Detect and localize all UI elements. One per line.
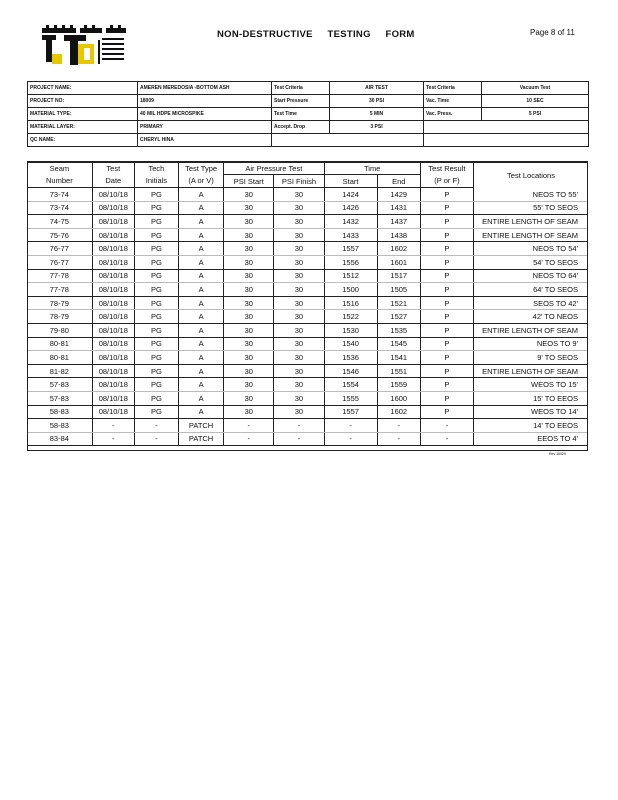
- cell-type: A: [179, 378, 224, 392]
- cell-tech: PG: [134, 201, 178, 215]
- locations-header: Test Locations: [474, 163, 588, 188]
- cell-psi-start: 30: [224, 269, 274, 283]
- cell-tech: PG: [134, 242, 178, 256]
- cell-seam: 57-83: [27, 378, 92, 392]
- cell-date: 08/10/18: [92, 310, 134, 324]
- result-header-2: (P or F): [420, 175, 473, 188]
- cell-seam: 76-77: [27, 255, 92, 269]
- blank-cell: [272, 134, 424, 147]
- psi-finish-header: PSI Finish: [274, 175, 324, 188]
- table-row: [27, 419, 588, 433]
- tech-header-1: Tech: [134, 163, 178, 175]
- cell-date: 08/10/18: [92, 391, 134, 405]
- table-row: [27, 337, 588, 351]
- start-pressure-label: Start Pressure: [272, 95, 330, 108]
- cell-end: 1505: [377, 283, 420, 297]
- cell-location: 14' TO EEOS: [474, 419, 588, 433]
- cell-date: 08/10/18: [92, 323, 134, 337]
- cell-tech: PG: [134, 323, 178, 337]
- cell-result: P: [420, 323, 473, 337]
- cell-seam: 83-84: [27, 432, 92, 446]
- cell-end: 1551: [377, 364, 420, 378]
- cell-location: NEOS TO 55': [474, 188, 588, 202]
- cell-psi-finish: 30: [274, 405, 324, 419]
- cell-seam: 77-78: [27, 269, 92, 283]
- cell-seam: 58-83: [27, 405, 92, 419]
- cell-seam: 76-77: [27, 242, 92, 256]
- cell-psi-start: 30: [224, 405, 274, 419]
- test-time-value: 5 MIN: [330, 108, 424, 121]
- cell-result: P: [420, 283, 473, 297]
- company-logo: [40, 24, 130, 68]
- cell-end: 1545: [377, 337, 420, 351]
- cell-end: 1602: [377, 242, 420, 256]
- date-header-1: Test: [92, 163, 134, 175]
- cell-end: 1535: [377, 323, 420, 337]
- cell-start: 1516: [324, 296, 377, 310]
- cell-start: 1433: [324, 228, 377, 242]
- cell-result: P: [420, 242, 473, 256]
- cell-date: 08/10/18: [92, 378, 134, 392]
- cell-tech: PG: [134, 405, 178, 419]
- vac-time-label: Vac. Time: [424, 95, 482, 108]
- cell-psi-finish: 30: [274, 201, 324, 215]
- cell-psi-start: 30: [224, 188, 274, 202]
- cell-start: 1530: [324, 323, 377, 337]
- cell-psi-finish: 30: [274, 283, 324, 297]
- material-type-label: MATERIAL TYPE:: [28, 108, 138, 121]
- accept-drop-value: 3 PSI: [330, 121, 424, 134]
- table-row: [27, 364, 588, 378]
- cell-date: 08/10/18: [92, 337, 134, 351]
- cell-date: 08/10/18: [92, 351, 134, 365]
- cell-result: P: [420, 351, 473, 365]
- cell-seam: 77-78: [27, 283, 92, 297]
- table-row: [27, 391, 588, 405]
- cell-start: -: [324, 419, 377, 433]
- cell-seam: 79-80: [27, 323, 92, 337]
- cell-location: ENTIRE LENGTH OF SEAM: [474, 215, 588, 229]
- cell-end: 1517: [377, 269, 420, 283]
- cell-psi-start: 30: [224, 310, 274, 324]
- qc-name-value: CHERYL HINA: [138, 134, 272, 147]
- cell-type: A: [179, 269, 224, 283]
- qc-name-label: QC NAME:: [28, 134, 138, 147]
- cell-psi-start: 30: [224, 255, 274, 269]
- test-criteria2-label: Test Criteria: [424, 82, 482, 95]
- cell-psi-start: -: [224, 419, 274, 433]
- cell-psi-start: 30: [224, 201, 274, 215]
- cell-result: P: [420, 201, 473, 215]
- cell-end: 1521: [377, 296, 420, 310]
- cell-location: NEOS TO 54': [474, 242, 588, 256]
- cell-psi-start: -: [224, 432, 274, 446]
- result-header-1: Test Result: [420, 163, 473, 175]
- cell-end: -: [377, 419, 420, 433]
- cell-seam: 78-79: [27, 296, 92, 310]
- vac-time-value: 10 SEC: [482, 95, 589, 108]
- cell-end: 1602: [377, 405, 420, 419]
- cell-start: 1556: [324, 255, 377, 269]
- cell-type: A: [179, 296, 224, 310]
- cell-end: 1600: [377, 391, 420, 405]
- cell-psi-finish: 30: [274, 215, 324, 229]
- cell-psi-finish: 30: [274, 337, 324, 351]
- cell-result: P: [420, 215, 473, 229]
- table-row: [27, 405, 588, 419]
- material-layer-label: MATERIAL LAYER:: [28, 121, 138, 134]
- cell-location: SEOS TO 42': [474, 296, 588, 310]
- cell-date: 08/10/18: [92, 255, 134, 269]
- tech-header-2: Initials: [134, 175, 178, 188]
- cell-date: 08/10/18: [92, 269, 134, 283]
- cell-result: P: [420, 378, 473, 392]
- cell-psi-finish: 30: [274, 391, 324, 405]
- cell-end: -: [377, 432, 420, 446]
- cell-type: A: [179, 337, 224, 351]
- cell-type: PATCH: [179, 419, 224, 433]
- air-pressure-group-header: Air Pressure Test: [224, 163, 324, 175]
- project-name-value: AMEREN MEREDOSIA -BOTTOM ASH: [138, 82, 272, 95]
- cell-start: 1536: [324, 351, 377, 365]
- cell-type: A: [179, 188, 224, 202]
- cell-psi-start: 30: [224, 351, 274, 365]
- cell-result: -: [420, 432, 473, 446]
- cell-start: 1500: [324, 283, 377, 297]
- cell-date: 08/10/18: [92, 242, 134, 256]
- seam-header-2: Number: [27, 175, 92, 188]
- cell-psi-finish: 30: [274, 310, 324, 324]
- psi-start-header: PSI Start: [224, 175, 274, 188]
- cell-result: P: [420, 269, 473, 283]
- cell-type: PATCH: [179, 432, 224, 446]
- table-row: [27, 432, 588, 446]
- cell-psi-finish: 30: [274, 296, 324, 310]
- cell-result: -: [420, 419, 473, 433]
- cell-date: -: [92, 432, 134, 446]
- cell-start: 1426: [324, 201, 377, 215]
- cell-end: 1431: [377, 201, 420, 215]
- cell-psi-finish: 30: [274, 323, 324, 337]
- start-header: Start: [324, 175, 377, 188]
- cell-location: 42' TO NEOS: [474, 310, 588, 324]
- blank-cell: [424, 134, 589, 147]
- blank-cell: [424, 121, 589, 134]
- cell-end: 1438: [377, 228, 420, 242]
- vac-press-value: 5 PSI: [482, 108, 589, 121]
- cell-location: 64' TO SEOS: [474, 283, 588, 297]
- cell-tech: PG: [134, 215, 178, 229]
- material-layer-value: PRIMARY: [138, 121, 272, 134]
- cell-psi-start: 30: [224, 215, 274, 229]
- cell-end: 1437: [377, 215, 420, 229]
- cell-date: -: [92, 419, 134, 433]
- cell-end: 1541: [377, 351, 420, 365]
- cell-type: A: [179, 323, 224, 337]
- cell-date: 08/10/18: [92, 215, 134, 229]
- vac-press-label: Vac. Press.: [424, 108, 482, 121]
- cell-location: ENTIRE LENGTH OF SEAM: [474, 364, 588, 378]
- cell-type: A: [179, 215, 224, 229]
- cell-psi-start: 30: [224, 228, 274, 242]
- cell-result: P: [420, 188, 473, 202]
- cell-location: EEOS TO 4': [474, 432, 588, 446]
- cell-date: 08/10/18: [92, 201, 134, 215]
- cell-date: 08/10/18: [92, 364, 134, 378]
- end-header: End: [377, 175, 420, 188]
- cell-type: A: [179, 405, 224, 419]
- cell-psi-start: 30: [224, 323, 274, 337]
- accept-drop-label: Accept. Drop: [272, 121, 330, 134]
- cell-end: 1559: [377, 378, 420, 392]
- cell-type: A: [179, 310, 224, 324]
- cell-tech: PG: [134, 188, 178, 202]
- cell-location: 55' TO SEOS: [474, 201, 588, 215]
- cell-type: A: [179, 391, 224, 405]
- cell-start: 1522: [324, 310, 377, 324]
- cell-seam: 80-81: [27, 337, 92, 351]
- cell-location: 9' TO SEOS: [474, 351, 588, 365]
- table-row: [27, 283, 588, 297]
- cell-start: 1546: [324, 364, 377, 378]
- cell-location: 54' TO SEOS: [474, 255, 588, 269]
- cell-date: 08/10/18: [92, 405, 134, 419]
- cell-location: WEOS TO 14': [474, 405, 588, 419]
- cell-seam: 80-81: [27, 351, 92, 365]
- cell-start: 1540: [324, 337, 377, 351]
- cell-seam: 57-83: [27, 391, 92, 405]
- cell-type: A: [179, 228, 224, 242]
- cell-seam: 81-82: [27, 364, 92, 378]
- cell-result: P: [420, 255, 473, 269]
- cell-type: A: [179, 364, 224, 378]
- cell-psi-finish: 30: [274, 228, 324, 242]
- cell-location: 15' TO EEOS: [474, 391, 588, 405]
- table-row: [27, 201, 588, 215]
- time-group-header: Time: [324, 163, 420, 175]
- cell-result: P: [420, 296, 473, 310]
- cell-end: 1601: [377, 255, 420, 269]
- cell-type: A: [179, 351, 224, 365]
- table-row: [27, 310, 588, 324]
- cell-result: P: [420, 391, 473, 405]
- cell-psi-finish: -: [274, 432, 324, 446]
- test-criteria-label: Test Criteria: [272, 82, 330, 95]
- cell-seam: 73-74: [27, 201, 92, 215]
- cell-location: WEOS TO 15': [474, 378, 588, 392]
- table-row: [27, 255, 588, 269]
- cell-tech: PG: [134, 228, 178, 242]
- cell-start: 1555: [324, 391, 377, 405]
- cell-tech: PG: [134, 283, 178, 297]
- cell-type: A: [179, 283, 224, 297]
- seam-test-table: [27, 163, 588, 446]
- cell-tech: -: [134, 419, 178, 433]
- cell-tech: PG: [134, 296, 178, 310]
- cell-psi-start: 30: [224, 337, 274, 351]
- cell-date: 08/10/18: [92, 228, 134, 242]
- date-header-2: Date: [92, 175, 134, 188]
- cell-date: 08/10/18: [92, 188, 134, 202]
- cell-psi-finish: 30: [274, 188, 324, 202]
- cell-start: 1557: [324, 242, 377, 256]
- table-row: [27, 296, 588, 310]
- cell-tech: PG: [134, 269, 178, 283]
- project-name-label: PROJECT NAME:: [28, 82, 138, 95]
- cell-psi-start: 30: [224, 242, 274, 256]
- page-number: Page 8 of 11: [530, 28, 575, 37]
- cell-start: 1432: [324, 215, 377, 229]
- revision-note: Rev 16020: [549, 452, 566, 456]
- start-pressure-value: 30 PSI: [330, 95, 424, 108]
- project-no-label: PROJECT NO:: [28, 95, 138, 108]
- form-title: NON-DESTRUCTIVE TESTING FORM: [217, 29, 415, 40]
- cell-location: ENTIRE LENGTH OF SEAM: [474, 228, 588, 242]
- type-header-2: (A or V): [179, 175, 224, 188]
- cell-start: -: [324, 432, 377, 446]
- cell-type: A: [179, 201, 224, 215]
- table-row: [27, 351, 588, 365]
- cell-start: 1554: [324, 378, 377, 392]
- cell-start: 1557: [324, 405, 377, 419]
- table-row: [27, 378, 588, 392]
- cell-psi-start: 30: [224, 283, 274, 297]
- table-row: [27, 215, 588, 229]
- table-row: [27, 269, 588, 283]
- cell-seam: 73-74: [27, 188, 92, 202]
- cell-psi-start: 30: [224, 378, 274, 392]
- project-info-table: [27, 81, 589, 147]
- test-criteria2-value: Vacuum Test: [482, 82, 589, 95]
- material-type-value: 40 MIL HDPE MICROSPIKE: [138, 108, 272, 121]
- cell-tech: PG: [134, 364, 178, 378]
- cell-result: P: [420, 228, 473, 242]
- cell-psi-finish: 30: [274, 255, 324, 269]
- cell-result: P: [420, 337, 473, 351]
- cell-seam: 78-79: [27, 310, 92, 324]
- cell-psi-finish: 30: [274, 242, 324, 256]
- cell-date: 08/10/18: [92, 296, 134, 310]
- table-row: [27, 242, 588, 256]
- cell-psi-finish: 30: [274, 364, 324, 378]
- cell-end: 1429: [377, 188, 420, 202]
- table-row: [27, 228, 588, 242]
- table-row: [27, 188, 588, 202]
- cell-location: ENTIRE LENGTH OF SEAM: [474, 323, 588, 337]
- cell-tech: PG: [134, 378, 178, 392]
- cell-psi-finish: 30: [274, 378, 324, 392]
- cell-psi-start: 30: [224, 296, 274, 310]
- cell-seam: 75-76: [27, 228, 92, 242]
- cell-location: NEOS TO 64': [474, 269, 588, 283]
- cell-tech: -: [134, 432, 178, 446]
- cell-location: NEOS TO 9': [474, 337, 588, 351]
- cell-tech: PG: [134, 337, 178, 351]
- cell-psi-start: 30: [224, 391, 274, 405]
- cell-result: P: [420, 364, 473, 378]
- type-header-1: Test Type: [179, 163, 224, 175]
- table-row: [27, 323, 588, 337]
- project-no-value: 18009: [138, 95, 272, 108]
- cell-result: P: [420, 405, 473, 419]
- cell-psi-start: 30: [224, 364, 274, 378]
- cell-start: 1512: [324, 269, 377, 283]
- cell-tech: PG: [134, 351, 178, 365]
- cell-date: 08/10/18: [92, 283, 134, 297]
- cell-psi-finish: 30: [274, 351, 324, 365]
- cell-tech: PG: [134, 310, 178, 324]
- cell-result: P: [420, 310, 473, 324]
- cell-end: 1527: [377, 310, 420, 324]
- cell-psi-finish: -: [274, 419, 324, 433]
- test-time-label: Test Time: [272, 108, 330, 121]
- test-criteria-value: AIR TEST: [330, 82, 424, 95]
- cell-start: 1424: [324, 188, 377, 202]
- cell-type: A: [179, 255, 224, 269]
- cell-type: A: [179, 242, 224, 256]
- cell-seam: 58-83: [27, 419, 92, 433]
- cell-tech: PG: [134, 391, 178, 405]
- cell-psi-finish: 30: [274, 269, 324, 283]
- cell-tech: PG: [134, 255, 178, 269]
- seam-header-1: Seam: [49, 164, 70, 174]
- cell-seam: 74-75: [27, 215, 92, 229]
